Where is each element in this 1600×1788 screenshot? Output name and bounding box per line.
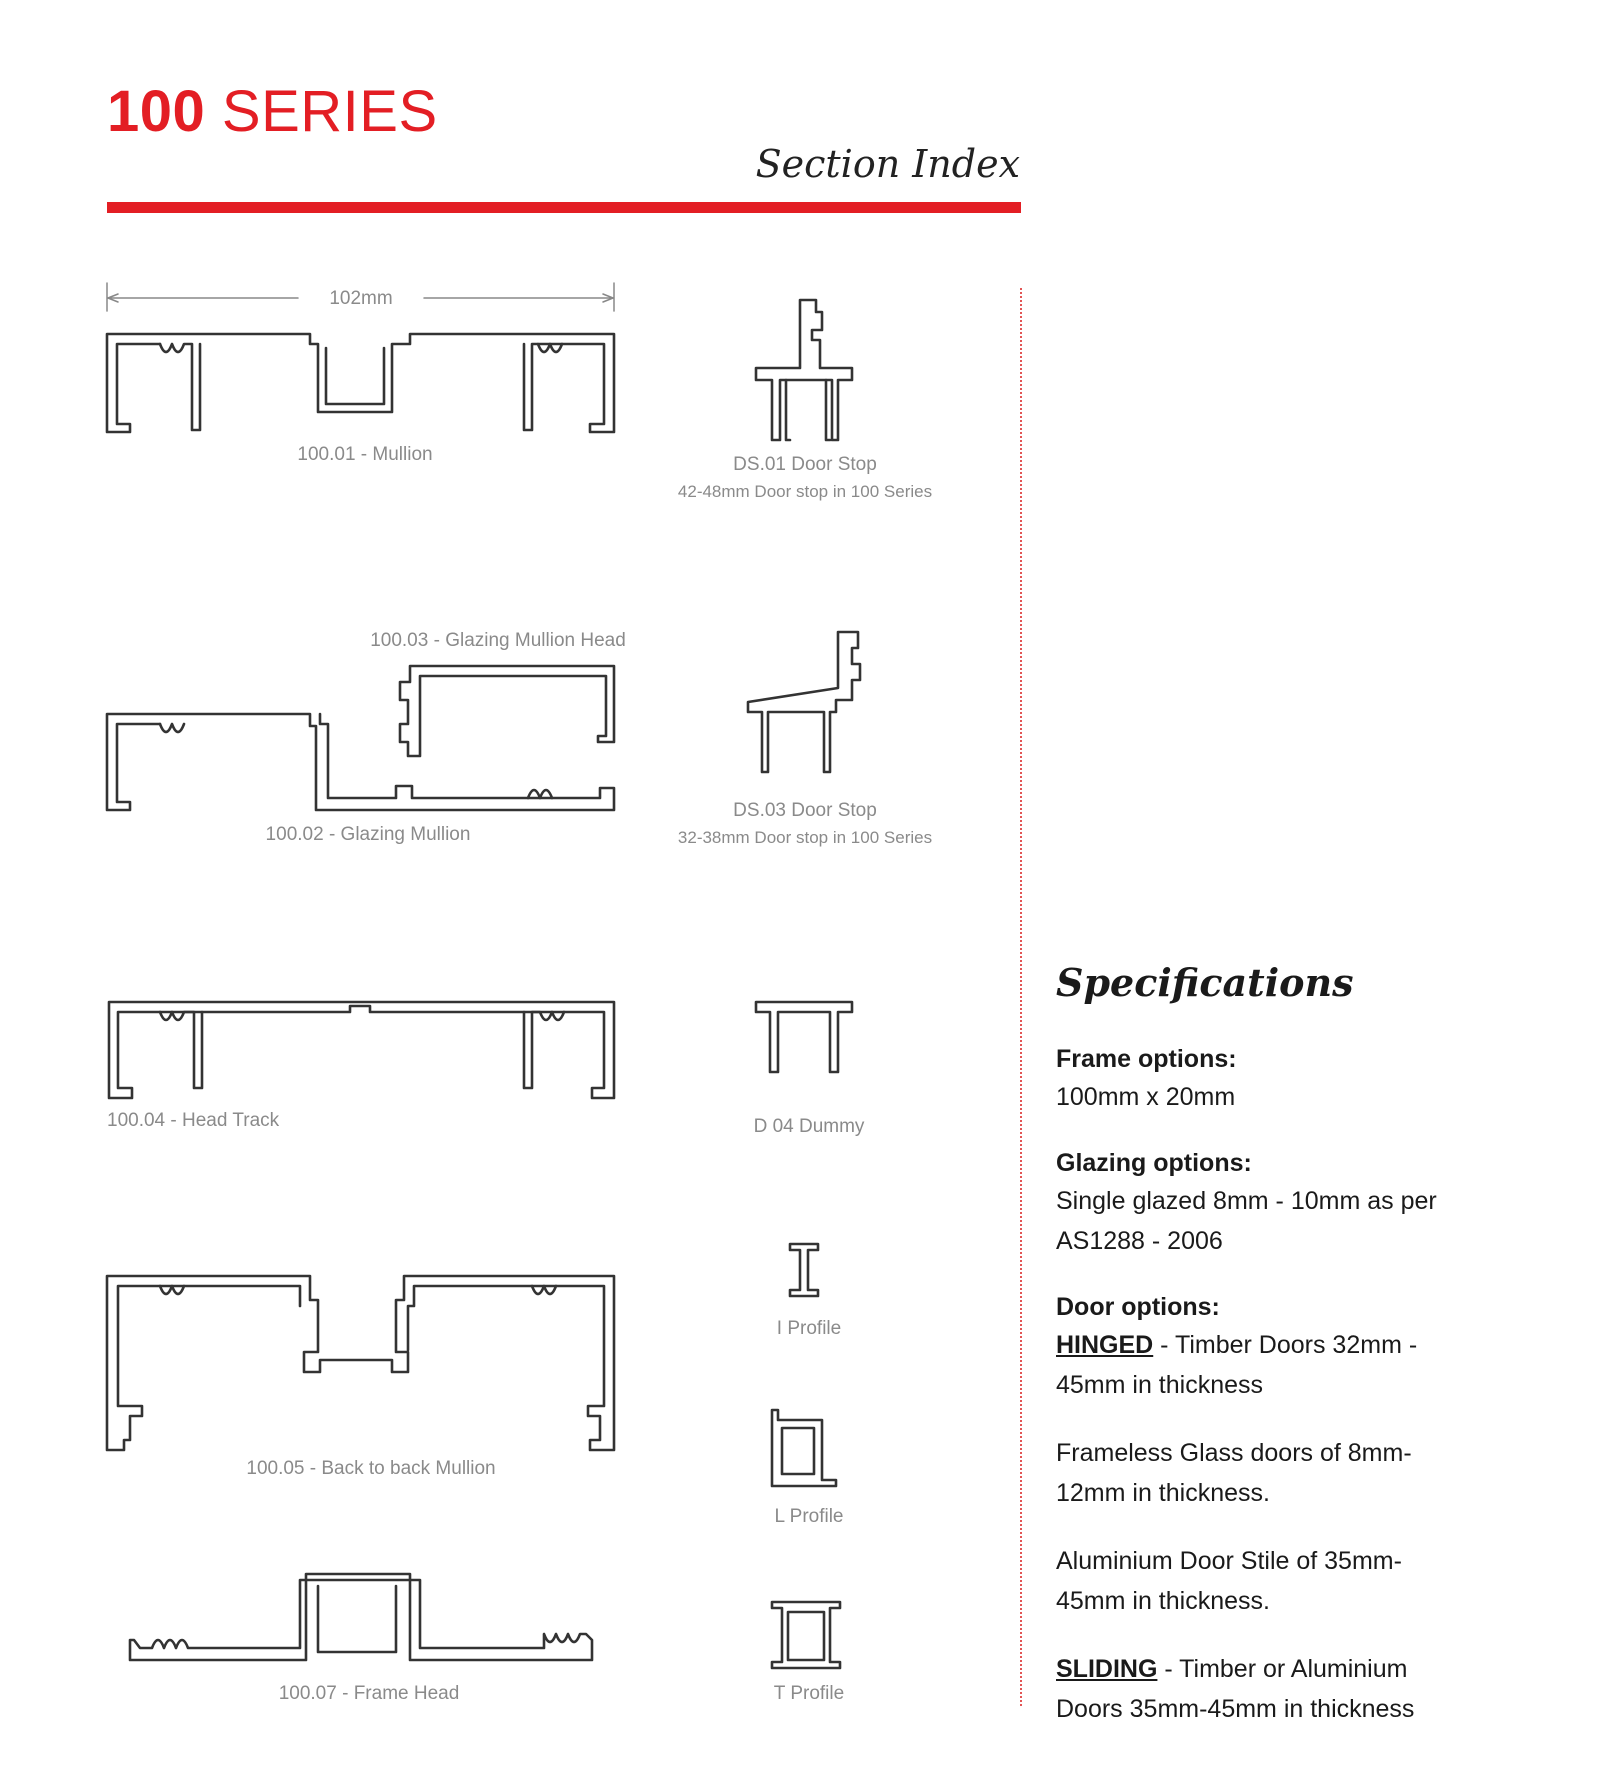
l-profile-shape xyxy=(772,1410,836,1486)
door-stop-ds01-desc: 42-48mm Door stop in 100 Series xyxy=(677,482,933,501)
l-profile-label: L Profile xyxy=(774,1506,844,1527)
glazing-mullion-head-profile xyxy=(400,666,614,756)
section-index-heading: Section Index xyxy=(755,142,1020,186)
glazing-mullion-head-label: 100.03 - Glazing Mullion Head xyxy=(370,630,626,651)
frame-head-label: 100.07 - Frame Head xyxy=(278,1683,460,1704)
i-profile-shape xyxy=(790,1244,818,1296)
hinged-line-1 xyxy=(1056,1325,1576,1365)
glazing-options-heading: Glazing options: xyxy=(1056,1149,1252,1177)
sliding-line-2: Doors 35mm-45mm in thickness xyxy=(1056,1695,1415,1723)
door-options-heading: Door options: xyxy=(1056,1293,1220,1321)
frame-options-value: 100mm x 20mm xyxy=(1056,1083,1236,1111)
glazing-mullion-profile xyxy=(107,714,614,810)
series-number: 100 xyxy=(107,79,206,144)
frame-options-heading: Frame options: xyxy=(1056,1045,1237,1073)
series-word: SERIES xyxy=(221,79,438,144)
aluminium-line-1: Aluminium Door Stile of 35mm- xyxy=(1056,1547,1402,1575)
door-stop-ds01-label: DS.01 Door Stop xyxy=(733,454,877,475)
dummy-d04-profile xyxy=(756,1002,852,1072)
door-stop-ds03-profile xyxy=(748,632,860,772)
door-stop-ds01-profile xyxy=(756,300,852,440)
head-track-profile xyxy=(109,1002,614,1098)
sliding-line-1 xyxy=(1056,1649,1576,1689)
mullion-profile xyxy=(107,334,614,432)
door-stop-ds03-label: DS.03 Door Stop xyxy=(733,800,877,821)
mullion-label: 100.01 - Mullion xyxy=(297,444,433,465)
dimension-label: 102mm xyxy=(329,288,393,309)
back-to-back-label: 100.05 - Back to back Mullion xyxy=(246,1458,496,1479)
sliding-text: - Timber or Aluminium xyxy=(1157,1655,1408,1683)
specifications-panel xyxy=(1056,960,1576,1729)
glazing-line-1: Single glazed 8mm - 10mm as per xyxy=(1056,1187,1437,1215)
head-track-label: 100.04 - Head Track xyxy=(107,1110,280,1131)
t-profile-label: T Profile xyxy=(773,1683,845,1704)
frameless-line-2: 12mm in thickness. xyxy=(1056,1479,1270,1507)
hinged-text: - Timber Doors 32mm - xyxy=(1153,1331,1418,1359)
glazing-line-2: AS1288 - 2006 xyxy=(1056,1227,1223,1255)
hinged-label: HINGED xyxy=(1056,1331,1154,1359)
specifications-heading: Specifications xyxy=(1056,960,1354,1005)
t-profile-shape xyxy=(772,1602,840,1668)
glazing-mullion-label: 100.02 - Glazing Mullion xyxy=(265,824,471,845)
frameless-line-1: Frameless Glass doors of 8mm- xyxy=(1056,1439,1412,1467)
back-to-back-mullion-profile xyxy=(107,1276,614,1450)
i-profile-label: I Profile xyxy=(776,1318,842,1339)
door-stop-ds03-desc: 32-38mm Door stop in 100 Series xyxy=(677,828,933,847)
aluminium-line-2: 45mm in thickness. xyxy=(1056,1587,1270,1615)
dummy-label: D 04 Dummy xyxy=(753,1116,865,1137)
sliding-label: SLIDING xyxy=(1056,1655,1158,1683)
frame-head-profile xyxy=(130,1574,592,1660)
hinged-line-2: 45mm in thickness xyxy=(1056,1371,1264,1399)
